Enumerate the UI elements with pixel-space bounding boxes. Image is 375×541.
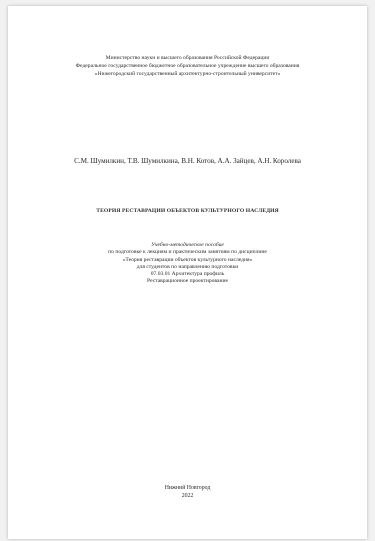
document-description (8, 242, 367, 286)
ministry-line-1: Министерство науки и высшего образования Российской Федерации (105, 55, 270, 61)
ministry-header (8, 54, 367, 78)
footer-city: Нижний Новгород (164, 485, 211, 491)
description-line-4: для студентов по направлению подготовки (136, 263, 239, 270)
document-title: ТЕОРИЯ РЕСТАВРАЦИИ ОБЪЕКТОВ КУЛЬТУРНОГО НАСЛЕДИЯ (96, 208, 279, 214)
description-line-5: 07.03.01 Архитектура профиль (150, 271, 225, 278)
description-line-1: Учебно-методическое пособие (151, 242, 224, 248)
footer-year: 2022 (181, 493, 194, 499)
description-line-2: по подготовке к лекциям и практическим занятиям по дисциплине (108, 249, 267, 256)
authors-line: С.М. Шумилкин, Т.В. Шумилкина, В.Н. Котов, А.А. Зайцев, А.Н. Королева (74, 157, 301, 165)
description-line-3: «Теория реставрации объектов культурного наследия» (122, 256, 253, 263)
document-footer (8, 484, 367, 500)
ministry-line-2: Федеральное государственное бюджетное образовательное учреждение высшего образования (75, 63, 300, 69)
ministry-line-3: «Нижегородский государственный архитектурно-строительный университет» (94, 71, 281, 77)
document-page (8, 6, 367, 539)
description-line-6: Реставрационное проектирование (147, 278, 228, 285)
